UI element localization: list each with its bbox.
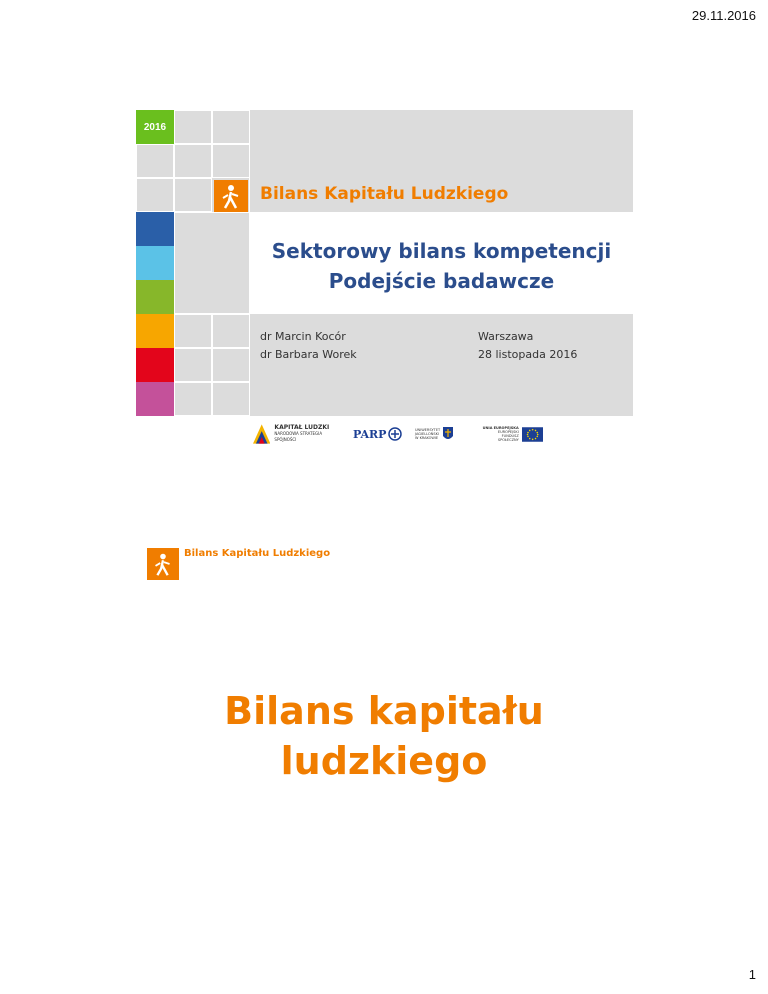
eu-text-3: FUNDUSZ SPOŁECZNY [497,434,519,442]
title-slide [136,110,633,416]
grid-cell [174,144,212,178]
slide2-brand-title: Bilans Kapitału Ludzkiego [184,548,331,559]
parp-logo [353,422,405,446]
grid-cell [212,144,250,178]
parp-text: PARP [353,427,387,441]
uj-logo [415,422,459,446]
person-walking-logo-icon [147,548,179,580]
title-line-1: Sektorowy bilans kompetencji [271,239,612,263]
grid-cell [174,178,212,212]
color-block-orange [136,314,174,348]
color-block-blue [136,212,174,246]
grid-cell [174,212,250,314]
year-badge: 2016 [136,110,174,144]
slide2-title-line-1: Bilans kapitału [224,689,544,733]
color-block-magenta [136,382,174,416]
color-block-light-blue [136,246,174,280]
title-box [250,212,633,314]
kapital-ludzki-text: KAPITAŁ LUDZKI [274,424,330,431]
color-block-red [136,348,174,382]
brand-title: Bilans Kapitału Ludzkiego [260,184,509,204]
kapital-ludzki-subtext: NARODOWA STRATEGIA SPÓJNOŚCI [274,431,323,442]
eu-flag-icon [522,427,543,442]
eu-text-2: EUROPEJSKI [497,430,519,434]
grid-cell [174,382,212,416]
uj-text-1: UNIWERSYTET [415,428,441,432]
grid-cell [136,144,174,178]
grid-cell [212,348,250,382]
slide2-title [160,686,608,786]
grid-cell [136,178,174,212]
grid-cell [174,348,212,382]
author-2: dr Barbara Worek [260,348,357,361]
parp-emblem-icon [388,427,402,441]
uj-crest-icon [442,426,454,442]
author-1: dr Marcin Kocór [260,330,346,343]
uj-text-3: W KRAKOWIE [415,436,439,440]
kapital-ludzki-logo [253,422,343,446]
title-line-2: Podejście badawcze [328,269,555,293]
grid-cell [212,382,250,416]
slide2-title-line-2: ludzkiego [280,739,488,783]
page-date: 29.11.2016 [691,8,756,23]
event-place: Warszawa [478,330,534,343]
eu-logo [481,422,543,446]
page-number: 1 [748,967,756,982]
grid-cell [174,314,212,348]
person-walking-logo-icon [214,180,248,212]
color-block-green [136,280,174,314]
grid-cell [212,314,250,348]
uj-text-2: JAGIELLOŃSKI [415,432,439,436]
event-date: 28 listopada 2016 [478,348,578,361]
kapital-ludzki-emblem-icon [253,424,270,444]
grid-cell [174,110,212,144]
eu-text-1: UNIA EUROPEJSKA [482,426,519,430]
grid-cell [212,110,250,144]
sponsor-logos [253,422,543,446]
